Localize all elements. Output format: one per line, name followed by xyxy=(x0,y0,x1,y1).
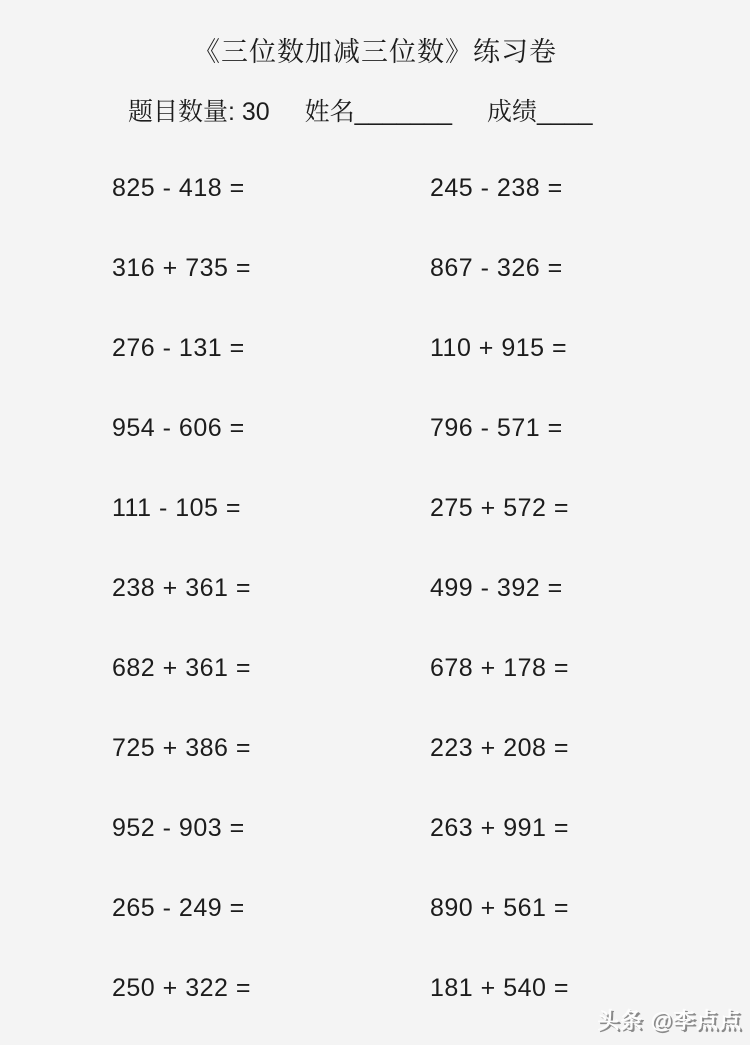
problem-cell: 890 + 561 = xyxy=(430,893,569,922)
problem-cell: 954 - 606 = xyxy=(112,413,245,442)
problem-cell: 825 - 418 = xyxy=(112,173,245,202)
problems-grid xyxy=(112,148,672,1028)
score-field-label: 成绩____ xyxy=(486,98,593,126)
worksheet-header xyxy=(128,92,593,128)
problem-cell: 181 + 540 = xyxy=(430,973,569,1002)
problem-count-label: 题目数量: 30 xyxy=(128,98,270,126)
problem-cell: 725 + 386 = xyxy=(112,733,251,762)
problem-cell: 678 + 178 = xyxy=(430,653,569,682)
problem-cell: 250 + 322 = xyxy=(112,973,251,1002)
problem-cell: 867 - 326 = xyxy=(430,253,563,282)
worksheet-title: 《三位数加减三位数》练习卷 xyxy=(193,37,557,67)
name-field-label: 姓名_______ xyxy=(304,98,452,126)
problem-cell: 110 + 915 = xyxy=(430,333,568,362)
problem-cell: 263 + 991 = xyxy=(430,813,569,842)
problem-cell: 276 - 131 = xyxy=(112,333,245,362)
problem-cell: 682 + 361 = xyxy=(112,653,251,682)
problem-cell: 223 + 208 = xyxy=(430,733,569,762)
problem-cell: 952 - 903 = xyxy=(112,813,245,842)
problem-cell: 316 + 735 = xyxy=(112,253,251,282)
problem-cell: 499 - 392 = xyxy=(430,573,563,602)
problem-cell: 238 + 361 = xyxy=(112,573,251,602)
problem-cell: 245 - 238 = xyxy=(430,173,563,202)
problem-cell: 275 + 572 = xyxy=(430,493,569,522)
problem-cell: 111 - 105 = xyxy=(112,493,241,522)
watermark-toutiao-lidiandian: 头条 @李点点 xyxy=(597,1008,742,1033)
problem-cell: 796 - 571 = xyxy=(430,413,563,442)
problem-cell: 265 - 249 = xyxy=(112,893,245,922)
